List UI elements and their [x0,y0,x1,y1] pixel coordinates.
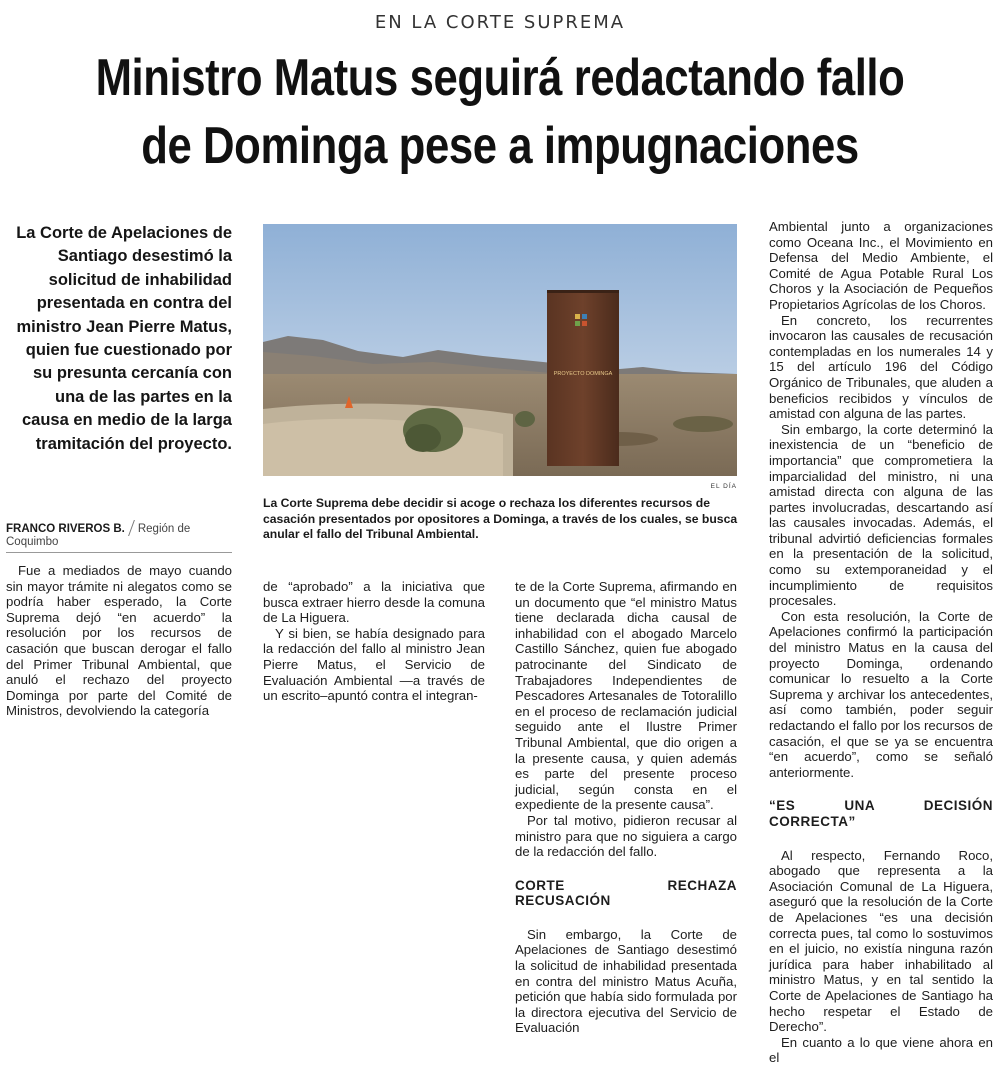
paragraph: Fue a mediados de mayo cuando sin mayor trámite ni alegatos como se podría haber esperado, la Corte Suprema dejó “en acuerdo” la resolución por los recursos de casación que buscan derogar el fallo del Primer Tribunal Ambiental, que anuló el rechazo del proyecto Dominga por parte del Comité de Ministros, devolviendo la categoría [6,563,232,719]
article-column-3 [515,579,737,1036]
article-column-4 [769,219,993,1066]
photo-landscape [263,224,737,476]
paragraph: Sin embargo, la Corte de Apelaciones de Santiago desestimó la solicitud de inhabilidad presentada en contra del ministro Matus Acuña, petición que había sido formulada por la directora ejecutiva del Servicio de Evaluación [515,926,737,1036]
paragraph: Por tal motivo, pidieron recusar al ministro para que no siguiera a cargo de la redacción del fallo. [515,812,737,860]
article-column-2 [263,579,485,704]
headline [80,44,920,180]
photo-caption: La Corte Suprema debe decidir si acoge o rechaza los diferentes recursos de casación presentados por opositores a Dominga, a través de los cuales, se busca anular el fallo del Tribunal Ambiental. [263,496,738,541]
paragraph: Sin embargo, la corte determinó la inexistencia de un “beneficio de importancia” que comprometiera la imparcialidad del ministro, ni una amistad directa con alguna de las partes involucradas, descartando así las causales invocadas. Además, el tribunal advirtió deficiencias formales en la presentación de la solicitud, como su extemporaneidad y el incumplimiento de requisitos procesales. [769,421,993,609]
paragraph: Y si bien, se había designado para la redacción del fallo al ministro Jean Pierre Matus, el Servicio de Evaluación Ambiental —a través de un escrito–apuntó contra el integran- [263,625,485,704]
photo-credit: EL DÍA [710,483,737,490]
headline-line-2: de Dominga pese a impugnaciones [141,117,859,175]
byline-separator [128,520,135,536]
byline [6,520,232,553]
headline-line-1: Ministro Matus seguirá redactando fallo [95,49,905,107]
paragraph: de “aprobado” a la iniciativa que busca extraer hierro desde la comuna de La Higuera. [263,579,485,626]
lead-paragraph: La Corte de Apelaciones de Santiago desestimó la solicitud de inhabilidad presentada en contra del ministro Jean Pierre Matus, quien fue cuestionado por su presunta cercanía con una de las partes en la causa en medio de la larga tramitación del proyecto. [16,224,232,453]
byline-region: Región de Coquimbo [6,523,191,548]
byline-author: FRANCO RIVEROS B. [6,523,125,535]
subheading: CORTE RECHAZA RECUSACIÓN [515,877,737,909]
paragraph: te de la Corte Suprema, afirmando en un documento que “el ministro Matus tiene declarada dicha causal de inhabilidad con el abogado Marcelo Castillo Sánchez, quien fue abogado patrocinante del Sindicato de Trabajadores Independientes de Pescadores Artesanales de Totoralillo en el proceso de reclamación judicial seguido ante el Ilustre Primer Tribunal Ambiental, que dio origen a la presente causa, y quien además es parte del presente proceso judicial, según consta en el expediente de la presente causa”. [515,579,737,813]
paragraph: Ambiental junto a organizaciones como Oceana Inc., el Movimiento en Defensa del Medio Ambiente, el Comité de Agua Potable Rural Los Choros y la Asociación de Pequeños Propietarios Agrícolas de los Choros. [769,219,993,312]
paragraph: Al respecto, Fernando Roco, abogado que representa a la Asociación Comunal de La Higuera, aseguró que la resolución de la Corte de Apelaciones “es una decisión correcta pues, tal como lo sostuvimos en el juicio, no existía ninguna razón jurídica para haber inhabilitado al ministro Matus, y en tal sentido la Corte de Apelaciones de Santiago ha hecho respetar el Estado de Derecho”. [769,847,993,1035]
section-kicker: EN LA CORTE SUPREMA [374,12,626,33]
paragraph: Con esta resolución, la Corte de Apelaciones confirmó la participación del ministro Matus en la causa del proyecto Dominga, ordenando comunicar lo resuelto a la Corte Suprema y archivar los antecedentes, así como también, poder seguir redactando el fallo por los recursos de casación, el que se ya se encuentra “en acuerdo”, como se señaló anteriormente. [769,608,993,780]
article-photo [263,224,737,476]
sign-text: PROYECTO DOMINGA [553,371,613,377]
paragraph: En concreto, los recurrentes invocaron las causales de recusación contempladas en los numerales 14 y 15 del artículo 196 del Código Orgánico de Tribunales, que aluden a beneficios recibidos y vínculos de amistad con alguna de las partes. [769,312,993,422]
article-column-1 [6,563,232,719]
paragraph: En cuanto a lo que viene ahora en el [769,1034,993,1066]
subheading: “ES UNA DECISIÓN CORRECTA” [769,798,993,829]
